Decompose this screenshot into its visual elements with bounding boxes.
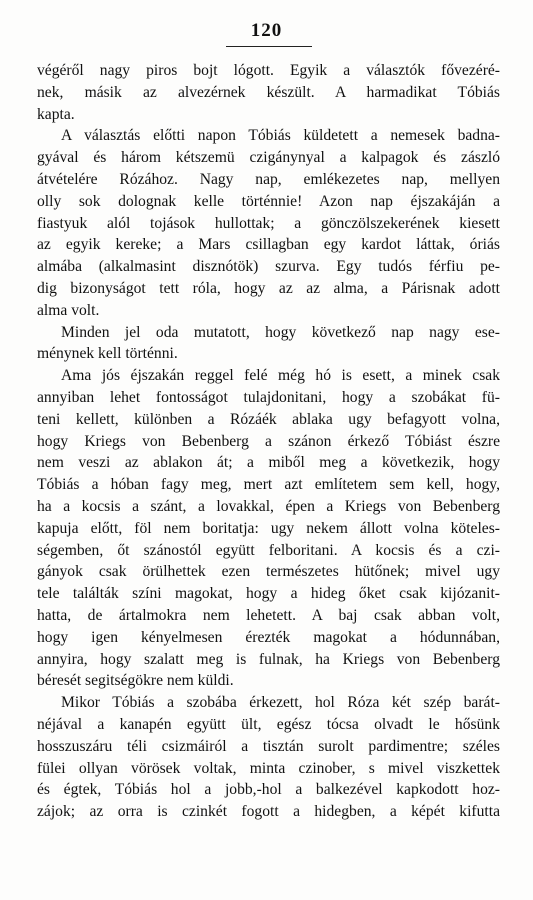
- text-line: ménynek kell történni.: [37, 345, 178, 363]
- text-line: Minden jel oda mutatott, hogy következő nap nagy ese-: [61, 323, 500, 341]
- text-line: tele találták színi magokat, hogy a hideg őket csak kijózanit-: [37, 585, 500, 603]
- text-line: hosszuszáru téli csizmáiról a tisztán surolt pardimentre; széles: [37, 737, 500, 755]
- text-line: teni kellett, különben a Rózáék ablaka ugy befagyott volna,: [37, 410, 500, 428]
- text-line: annyiban lehet fontosságot tulajdonitani, hogy a szobákat fü-: [37, 388, 500, 406]
- text-line: néjával a kanapén együtt ült, egész tócsa olvadt le hősünk: [37, 715, 500, 733]
- text-line: gyával és három kétszemü czigánynyal a kalpagok és zászló: [37, 149, 500, 167]
- text-line: olly sok dolognak kelle történnie! Azon nap éjszakáján a: [37, 192, 500, 210]
- paragraph: [37, 60, 500, 125]
- header-rule: [226, 46, 312, 47]
- text-line: hatta, de ártalmokra nem lehetett. A baj csak abban volt,: [37, 606, 500, 624]
- text-line: Ama jós éjszakán reggel felé még hó is esett, a minek csak: [61, 367, 500, 385]
- paragraph: [37, 322, 500, 366]
- text-line: fülei ollyan vörösek voltak, minta czinober, s mivel viszkettek: [37, 759, 500, 777]
- text-line: almába (alkalmasint disznótök) szurva. Egy tudós férfiu pe-: [37, 258, 500, 276]
- text-line: ha a kocsis a szánt, a lovakkal, épen a Kriegs von Bebenberg: [37, 497, 500, 515]
- page-number: 120: [250, 20, 283, 41]
- text-line: Tóbiás a hóban fagy meg, mert azt említetem sem kell, hogy,: [37, 476, 500, 494]
- text-line: gányok csak örülhettek ezen természetes hütőnek; mivel ugy: [37, 563, 500, 581]
- text-line: A választás előtti napon Tóbiás küldetett a nemesek badna-: [61, 127, 500, 145]
- text-line: Mikor Tóbiás a szobába érkezett, hol Róza két szép barát-: [61, 694, 500, 712]
- text-line: átvételére Rózához. Nagy nap, emlékezetes nap, mellyen: [37, 170, 500, 188]
- text-line: annyira, hogy szalatt meg is fulnak, ha Kriegs von Bebenberg: [37, 650, 500, 668]
- text-line: béresét segitségökre nem küldi.: [37, 672, 234, 690]
- text-line: nek, másik az alvezérnek készült. A harmadikat Tóbiás: [37, 83, 500, 101]
- text-line: kapuja előtt, föl nem boritatja: ugy nekem állott volna köteles-: [37, 519, 500, 537]
- text-line: dig bizonyságot tett róla, hogy az az alma, a Párisnak adott: [37, 279, 500, 297]
- text-line: hogy Kriegs von Bebenberg a szánon érkező Tóbiást észre: [37, 432, 500, 450]
- text-line: alma volt.: [37, 301, 100, 319]
- paragraph: [37, 125, 500, 321]
- text-line: végéről nagy piros bojt lógott. Egyik a választók fővezéré-: [37, 62, 500, 79]
- text-line: nem veszi az ablakon át; a miből meg a következik, hogy: [37, 454, 500, 472]
- text-line: fiastyuk alól tojások hullottak; a gönczölszekerének kiesett: [37, 214, 500, 232]
- text-line: ségemben, őt szánostól együtt felboritani. A kocsis és a czi-: [37, 541, 500, 559]
- text-line: és égtek, Tóbiás hol a jobb,-hol a balkezével kapkodott hoz-: [37, 781, 500, 799]
- paragraph: [37, 365, 500, 692]
- text-line: az egyik kereke; a Mars csillagban egy kardot láttak, óriás: [37, 236, 500, 254]
- body-text: [37, 60, 500, 823]
- text-line: zájok; az orra is czinkét fogott a hidegben, a képét kifutta: [37, 803, 500, 821]
- paragraph: [37, 692, 500, 823]
- text-line: kapta.: [37, 105, 75, 123]
- text-line: hogy igen kényelmesen érezték magokat a hódunnában,: [37, 628, 500, 646]
